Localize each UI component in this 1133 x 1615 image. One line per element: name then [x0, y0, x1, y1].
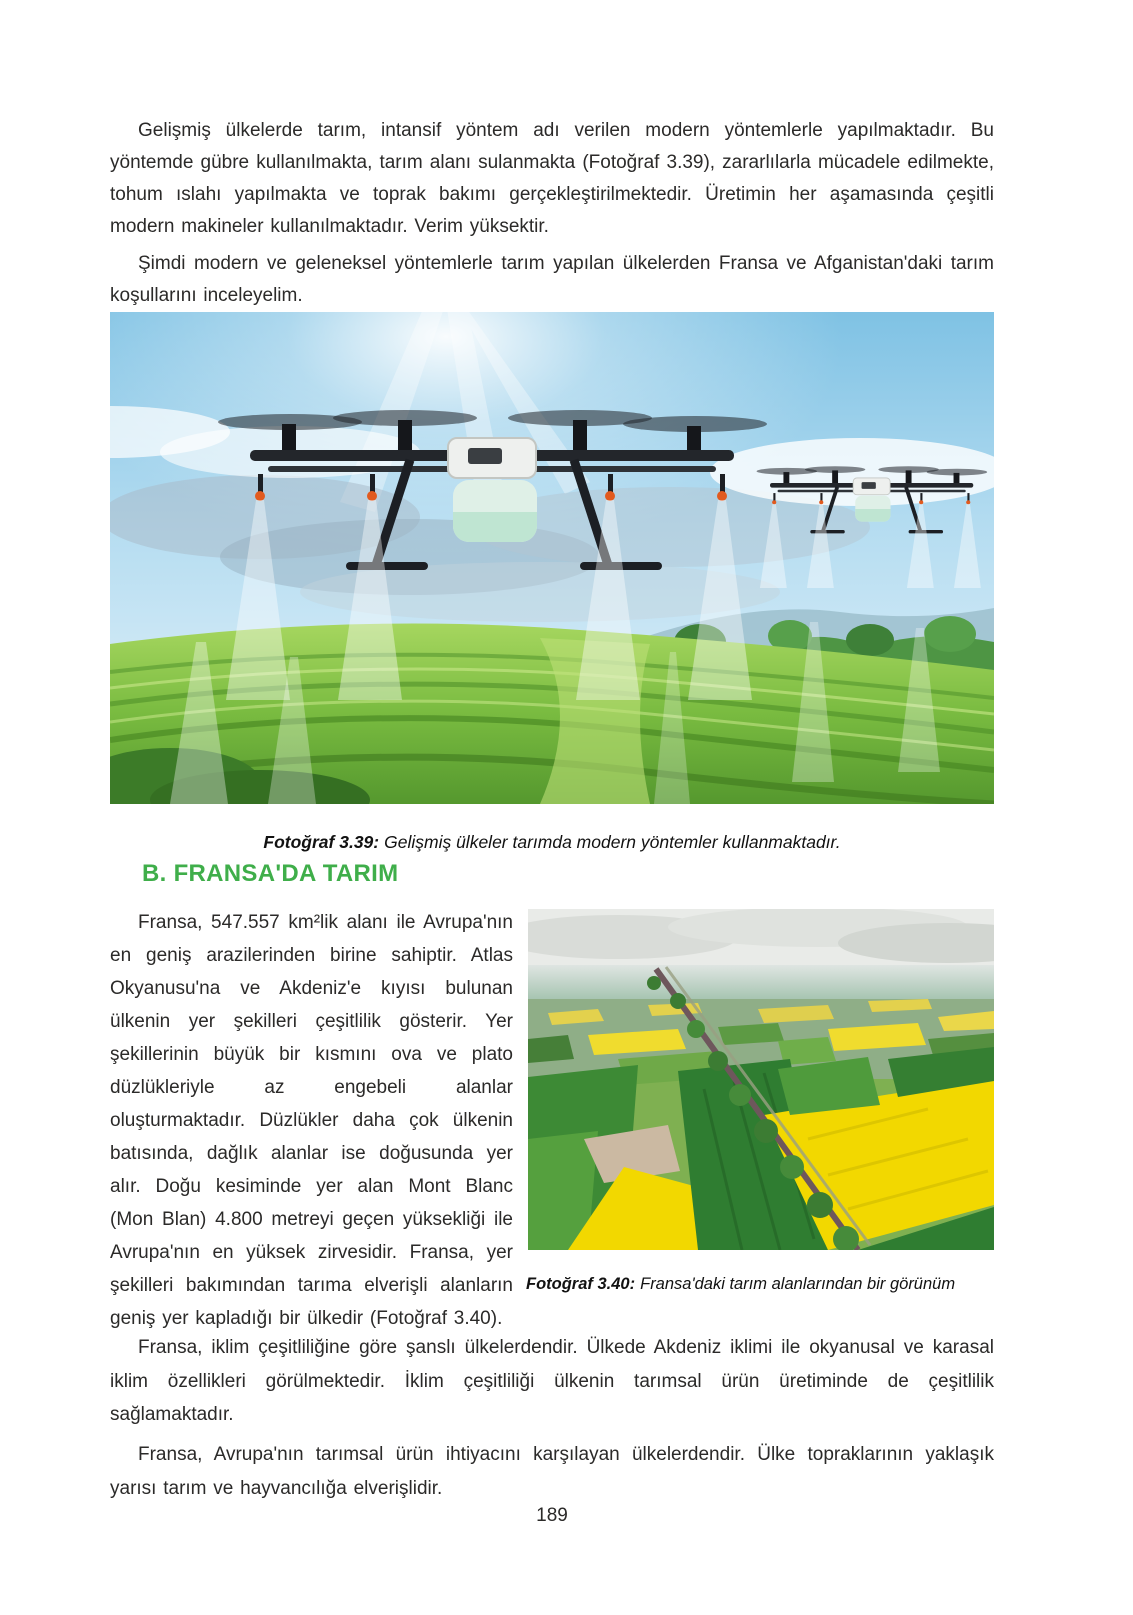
caption-photo-3-40	[526, 1273, 996, 1295]
paragraph-france-production: Fransa, Avrupa'nın tarımsal ürün ihtiyacını karşılayan ülkelerdendir. Ülke topraklarının yaklaşık yarısı tarım ve hayvancılığa elverişlidir.	[110, 1444, 994, 1499]
paragraph-france-climate: Fransa, iklim çeşitliliğine göre şanslı ülkelerdendir. Ülkede Akdeniz iklimi ile okyanusal ve karasal iklim özellikleri görülmektedir. İklim çeşitliliği ülkenin tarımsal ürün üretiminde de çeşitlilik sağlamaktadır.	[110, 1337, 994, 1425]
paragraph-france-geography: Fransa, 547.557 km²lik alanı ile Avrupa'nın en geniş arazilerinden birine sahiptir. Atlas Okyanusu'na ve Akdeniz'e kıyısı bulunan ülkenin yer şekilleri çeşitlilik gösterir. Yer şekillerinin büyük bir kısmını ova ve plato düzlükleriyle az engebeli alanlar oluşturmaktadır. Düzlükler daha çok ülkenin batısında, dağlık alanlar ise doğusunda yer alır. Doğu kesiminde yer alan Mont Blanc (Mon Blan) 4.800 metreyi geçen yüksekliği ile Avrupa'nın en yüksek zirvesidir. Fransa, yer şekilleri bakımından tarıma elverişli alanların geniş yer kapladığı bir ülkedir (Fotoğraf 3.40).	[110, 912, 513, 1329]
caption-text: Fransa'daki tarım alanlarından bir görünüm	[640, 1274, 956, 1293]
cloud-band	[528, 909, 994, 1005]
caption-text: Gelişmiş ülkeler tarımda modern yöntemler kullanmaktadır.	[384, 831, 841, 852]
caption-photo-3-39	[110, 831, 994, 853]
photo-drones-spraying-tea-fields	[110, 312, 994, 804]
paragraph-france-afghanistan-intro: Şimdi modern ve geleneksel yöntemlerle tarım yapılan ülkelerden Fransa ve Afganistan'daki tarım koşullarını inceleyelim.	[110, 253, 994, 306]
page-number: 189	[536, 1505, 568, 1526]
caption-label: Fotoğraf 3.39:	[263, 831, 380, 852]
paragraph-intensive-farming: Gelişmiş ülkelerde tarım, intansif yöntem adı verilen modern yöntemlerle yapılmaktadır. Bu yöntemde gübre kullanılmakta, tarım alanı sulanmakta (Fotoğraf 3.39), zararlılarla mücadele edilmekte, tohum ıslahı yapılmakta ve toprak bakımı gerçekleştirilmektedir. Üretimin her aşamasında çeşitli modern makineler kullanılmaktadır. Verim yüksektir.	[110, 120, 994, 237]
photo-france-farmland-aerial	[528, 909, 994, 1250]
section-heading-france-agriculture: B. FRANSA'DA TARIM	[142, 859, 399, 887]
foreground-fields	[528, 1047, 994, 1250]
caption-label: Fotoğraf 3.40:	[526, 1274, 636, 1293]
